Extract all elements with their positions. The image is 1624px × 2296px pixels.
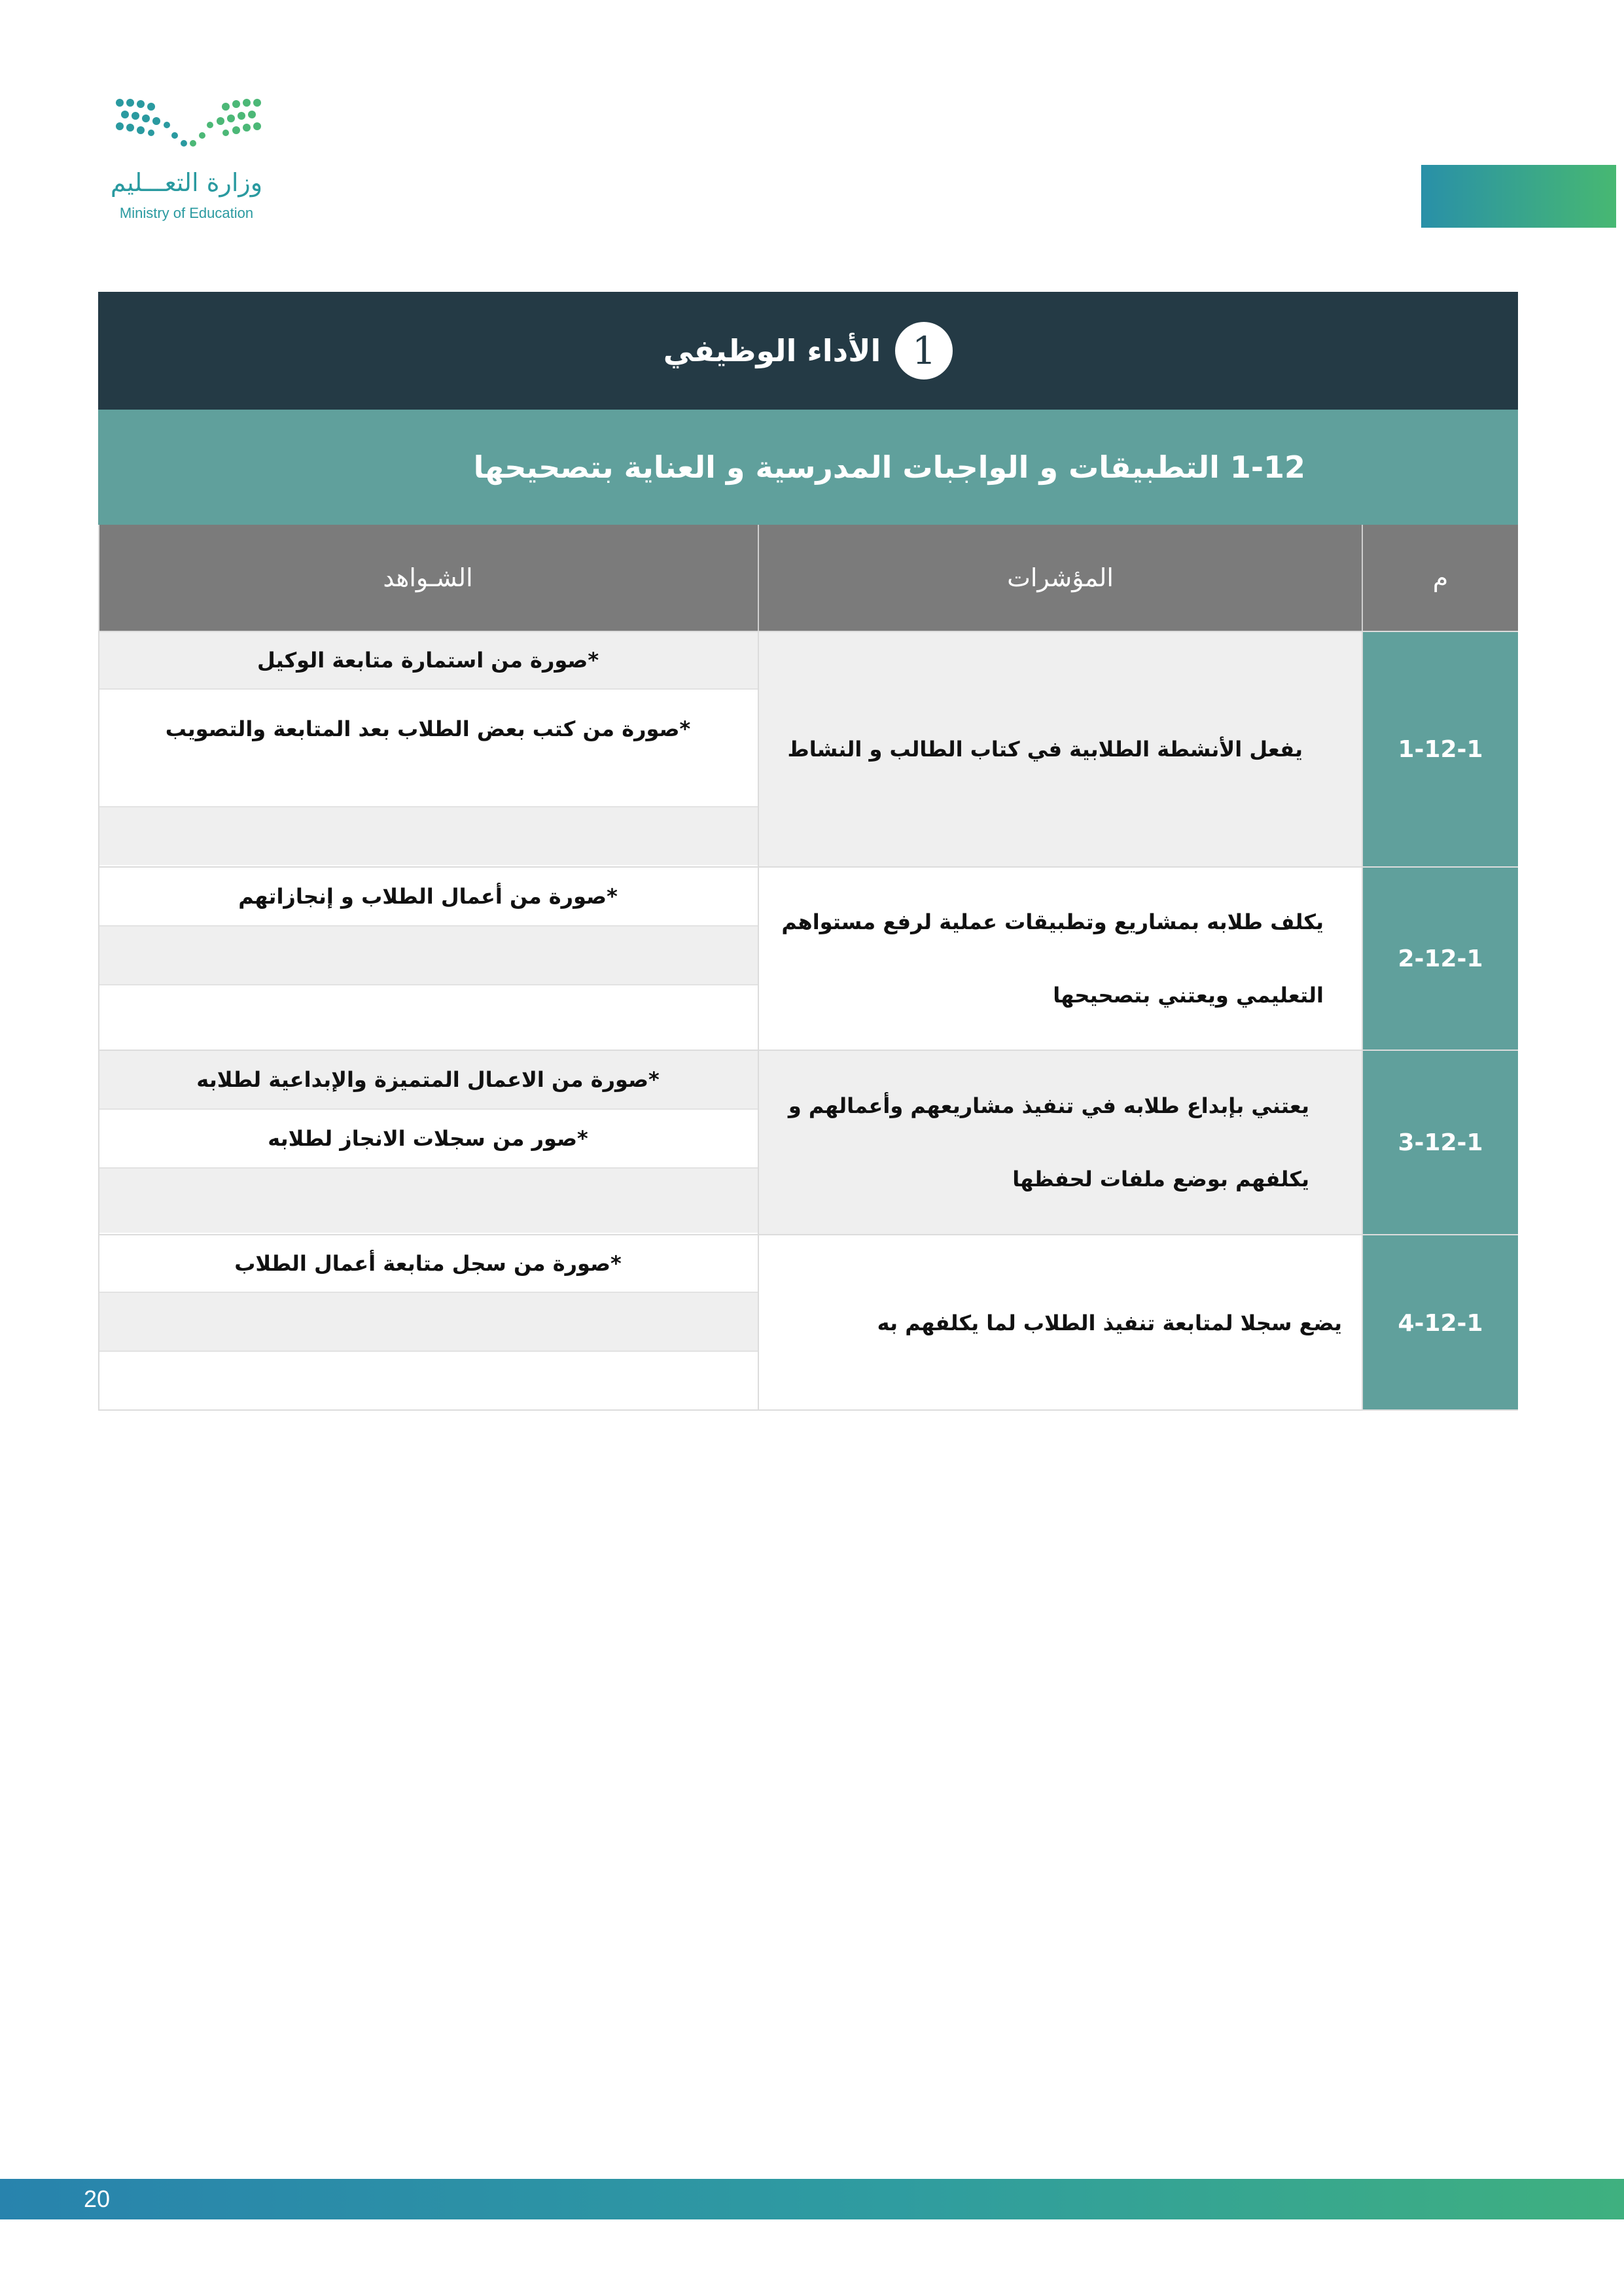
- indicator-text: يكلف طلابه بمشاريع وتطبيقات عملية لرفع مستواهم التعليمي ويعتني بتصحيحها: [781, 910, 1324, 1008]
- indicator-cell: [759, 632, 1363, 866]
- evidence-item: [98, 1169, 758, 1233]
- subsection-title: 1-12 التطبيقات و الواجبات المدرسية و العناية بتصحيحها: [473, 450, 1305, 485]
- footer-bar: [0, 2179, 1624, 2219]
- header-accent-bar: [1421, 165, 1616, 228]
- indicator-cell: [759, 868, 1363, 1050]
- section-title: الأداء الوظيفي: [663, 333, 881, 368]
- indicators-table: [98, 292, 1518, 1411]
- table-row: [98, 866, 1518, 1050]
- page-number: 20: [84, 2185, 111, 2212]
- subsection-header: [98, 410, 1518, 525]
- evidence-item: *صور من سجلات الانجاز لطلابه: [98, 1110, 758, 1169]
- evidence-item: *صورة من سجل متابعة أعمال الطلاب: [98, 1235, 758, 1293]
- column-header-number: م: [1432, 563, 1449, 592]
- column-header-evidence: الشـواهد: [98, 525, 759, 631]
- evidence-item: [98, 1293, 758, 1352]
- table-row: [98, 1234, 1518, 1411]
- section-number-badge: 1: [895, 322, 953, 380]
- evidence-item: *صورة من أعمال الطلاب و إنجازاتهم: [98, 868, 758, 927]
- evidence-cell: [98, 868, 759, 1050]
- indicator-cell: [759, 1235, 1363, 1411]
- section-header: [98, 292, 1518, 410]
- table-row: [98, 1050, 1518, 1234]
- indicator-text: يفعل الأنشطة الطلابية في كتاب الطالب و النشاط: [787, 737, 1303, 762]
- evidence-item: [98, 807, 758, 865]
- evidence-item: *صورة من كتب بعض الطلاب بعد المتابعة والتصويب: [98, 690, 758, 807]
- logo-arabic-text: وزارة التعـــليم: [110, 168, 263, 197]
- table-row: [98, 631, 1518, 866]
- row-number: 4-12-1: [1363, 1235, 1518, 1411]
- ministry-logo: [101, 95, 278, 232]
- indicator-cell: [759, 1051, 1363, 1234]
- evidence-cell: [98, 632, 759, 866]
- column-header-indicators: المؤشرات: [759, 525, 1363, 631]
- evidence-item: [98, 985, 758, 1048]
- evidence-cell: [98, 1235, 759, 1411]
- table-grid: [98, 525, 1518, 1411]
- evidence-item: *صورة من الاعمال المتميزة والإبداعية لطلابه: [98, 1051, 758, 1110]
- evidence-cell: [98, 1051, 759, 1234]
- evidence-item: [98, 1352, 758, 1409]
- row-number: 1-12-1: [1363, 632, 1518, 866]
- logo-dots-icon: [107, 95, 270, 154]
- evidence-item: [98, 927, 758, 985]
- row-number: 2-12-1: [1363, 868, 1518, 1050]
- column-headers: [98, 525, 1518, 631]
- evidence-item: *صورة من استمارة متابعة الوكيل: [98, 632, 758, 690]
- indicator-text: يعتني بإبداع طلابه في تنفيذ مشاريعهم وأعمالهم و يكلفهم بوضع ملفات لحفظها: [788, 1093, 1309, 1192]
- row-number: 3-12-1: [1363, 1051, 1518, 1234]
- indicator-text: يضع سجلا لمتابعة تنفيذ الطلاب لما يكلفهم به: [877, 1311, 1342, 1335]
- logo-english-text: Ministry of Education: [119, 205, 254, 221]
